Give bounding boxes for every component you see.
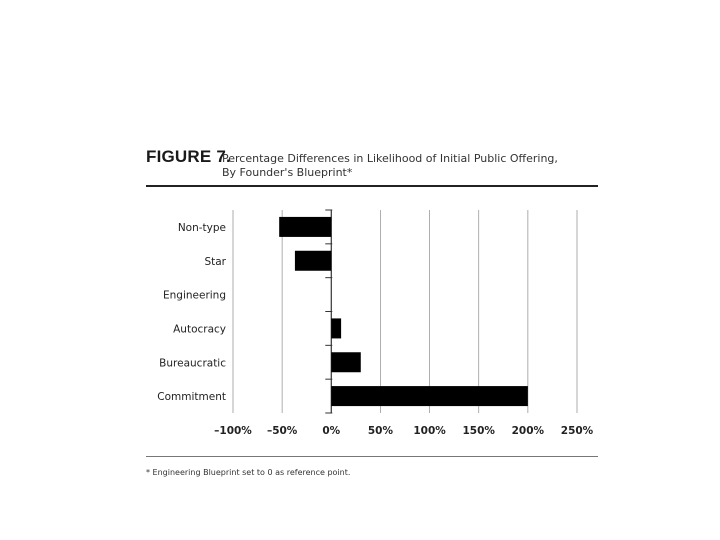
- figure-title-line-2: By Founder's Blueprint*: [222, 166, 353, 179]
- category-labels: [157, 222, 226, 403]
- x-tick-label-2: 0%: [322, 425, 341, 437]
- category-label-commitment: Commitment: [157, 391, 226, 404]
- x-tick-labels: [214, 425, 594, 437]
- x-tick-label-5: 150%: [462, 425, 495, 437]
- category-label-engineering: Engineering: [163, 289, 226, 302]
- figure-label: FIGURE 7.: [146, 147, 231, 166]
- figure-title-line-1: Percentage Differences in Likelihood of Initial Public Offering,: [222, 152, 558, 165]
- grid-lines: [233, 210, 577, 413]
- bars: [279, 217, 528, 406]
- bar-star: [295, 251, 331, 271]
- category-label-star: Star: [204, 255, 226, 268]
- bottom-rule: [146, 456, 598, 457]
- category-label-bureaucratic: Bureaucratic: [159, 357, 226, 370]
- bar-commitment: [331, 386, 528, 406]
- x-tick-label-4: 100%: [413, 425, 446, 437]
- bar-bureaucratic: [331, 352, 360, 372]
- category-label-autocracy: Autocracy: [173, 323, 226, 336]
- bar-autocracy: [331, 318, 341, 338]
- bar-non-type: [279, 217, 331, 237]
- x-tick-label-1: –50%: [266, 425, 298, 437]
- x-tick-label-0: –100%: [214, 425, 252, 437]
- x-tick-label-3: 50%: [367, 425, 393, 437]
- footnote: * Engineering Blueprint set to 0 as reference point.: [146, 468, 351, 477]
- x-tick-label-6: 200%: [511, 425, 545, 437]
- x-tick-label-7: 250%: [560, 425, 594, 437]
- category-label-non-type: Non-type: [177, 221, 226, 234]
